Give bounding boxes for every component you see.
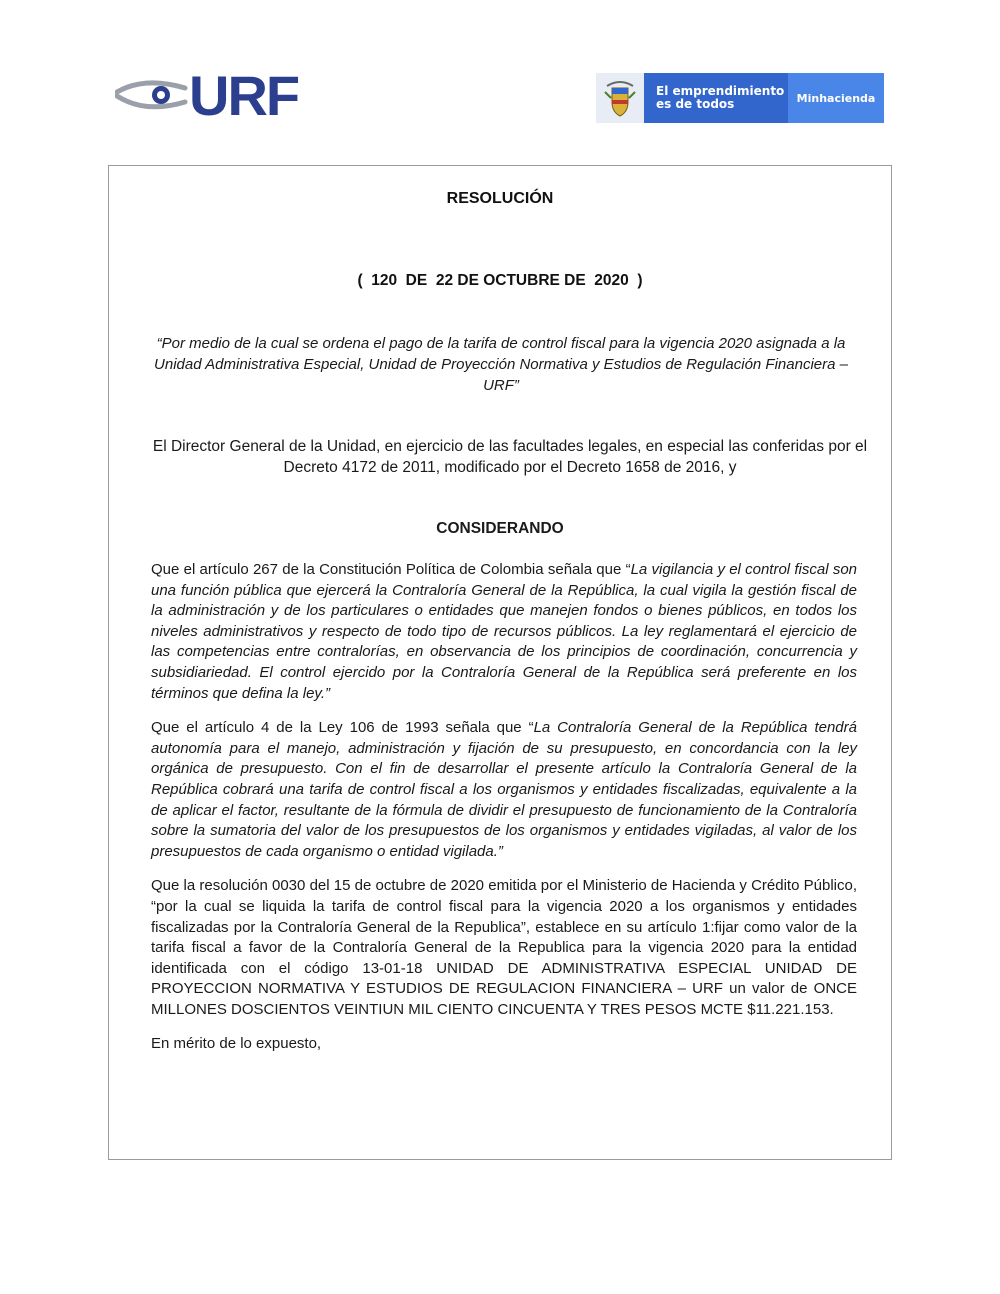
- paragraph-quote: La vigilancia y el control fiscal son una función pública que ejercerá la Contraloría General de la República, la cual vigila la gestión fiscal de la administración y de los particulares o entidades que manejen fondos o bienes públicos, en todos los niveles administrativos y respecto de todo tipo de recursos públicos. La ley reglamentará el ejercicio de las competencias entre contralorías, en observancia de los principios de coordinación, concurrencia y subsidiariedad. El control ejercido por la Contraloría General de la República será preferente en los términos que defina la ley.”: [151, 561, 857, 702]
- ministry-label: Minhacienda: [788, 73, 884, 123]
- colombia-coat-of-arms-icon: [596, 73, 644, 123]
- paragraph-lead: Que el artículo 4 de la Ley 106 de 1993 señala que “: [151, 719, 534, 737]
- urf-logo: [115, 64, 299, 127]
- document-frame: [108, 165, 892, 1160]
- intro-paragraph: El Director General de la Unidad, en ejercicio de las facultades legales, en especial las conferidas por el Decreto 4172 de 2011, modificado por el Decreto 1658 de 2016, y: [152, 438, 868, 476]
- considerando-paragraph-3: [151, 876, 857, 1020]
- paragraph-lead: Que el artículo 267 de la Constitución Política de Colombia señala que “: [151, 561, 631, 578]
- gov-slogan: [644, 73, 788, 123]
- considerando-body: [151, 560, 857, 1069]
- gov-slogan-line1: El emprendimiento: [656, 84, 785, 98]
- resolution-subject: “Por medio de la cual se ordena el pago de la tarifa de control fiscal para la vigencia 2020 asignada a la Unidad Administrativa Especial, Unidad de Proyección Normativa y Estudios de Regulación Financiera – URF”: [154, 335, 848, 394]
- considerando-paragraph-1: [151, 560, 857, 704]
- urf-logo-text: URF: [189, 64, 299, 127]
- paragraph-quote: La Contraloría General de la República tendrá autonomía para el manejo, administración y fijación de su presupuesto, en concordancia con la ley orgánica de presupuesto. Con el fin de desarrollar el presente artículo la Contraloría General de la República cobrará una tarifa de control fiscal a los organismos y entidades fiscalizadas, equivalente a la de aplicar el factor, resultante de la fórmula de dividir el presupuesto de funcionamiento de la Contraloría sobre la sumatoria del valor de los presupuestos de los organismos y entidades vigiladas, al valor de los presupuestos de cada organismo o entidad vigilada.”: [151, 719, 857, 860]
- gov-banner: [596, 73, 884, 123]
- document-title: RESOLUCIÓN: [446, 190, 554, 207]
- considerando-paragraph-2: [151, 718, 857, 862]
- closing-line: En mérito de lo expuesto,: [151, 1035, 322, 1053]
- paragraph-lead: Que la resolución 0030 del 15 de octubre de 2020 emitida por el Ministerio de Hacienda y Crédito Público, “por la cual se liquida la tarifa de control fiscal para la vigencia 2020 a los organismos y entidades fiscalizadas por la Contraloría General de la Republica”, establece en su artículo 1:fijar como valor de la tarifa fiscal a favor de la Contraloría General de la Republica para la vigencia 2020 para la entidad identificada con el código 13-01-18 UNIDAD DE ADMINISTRATIVA ESPECIAL UNIDAD DE PROYECCION NORMATIVA Y ESTUDIOS DE REGULACION FINANCIERA – URF un valor de ONCE MILLONES DOSCIENTOS VEINTIUN MIL CIENTO CINCUENTA Y TRES PESOS MCTE $11.221.153.: [151, 877, 857, 1018]
- considerando-heading: CONSIDERANDO: [436, 520, 564, 537]
- gov-slogan-line2: es de todos: [656, 97, 735, 111]
- resolution-number: ( 120 DE 22 DE OCTUBRE DE 2020 ): [357, 272, 643, 289]
